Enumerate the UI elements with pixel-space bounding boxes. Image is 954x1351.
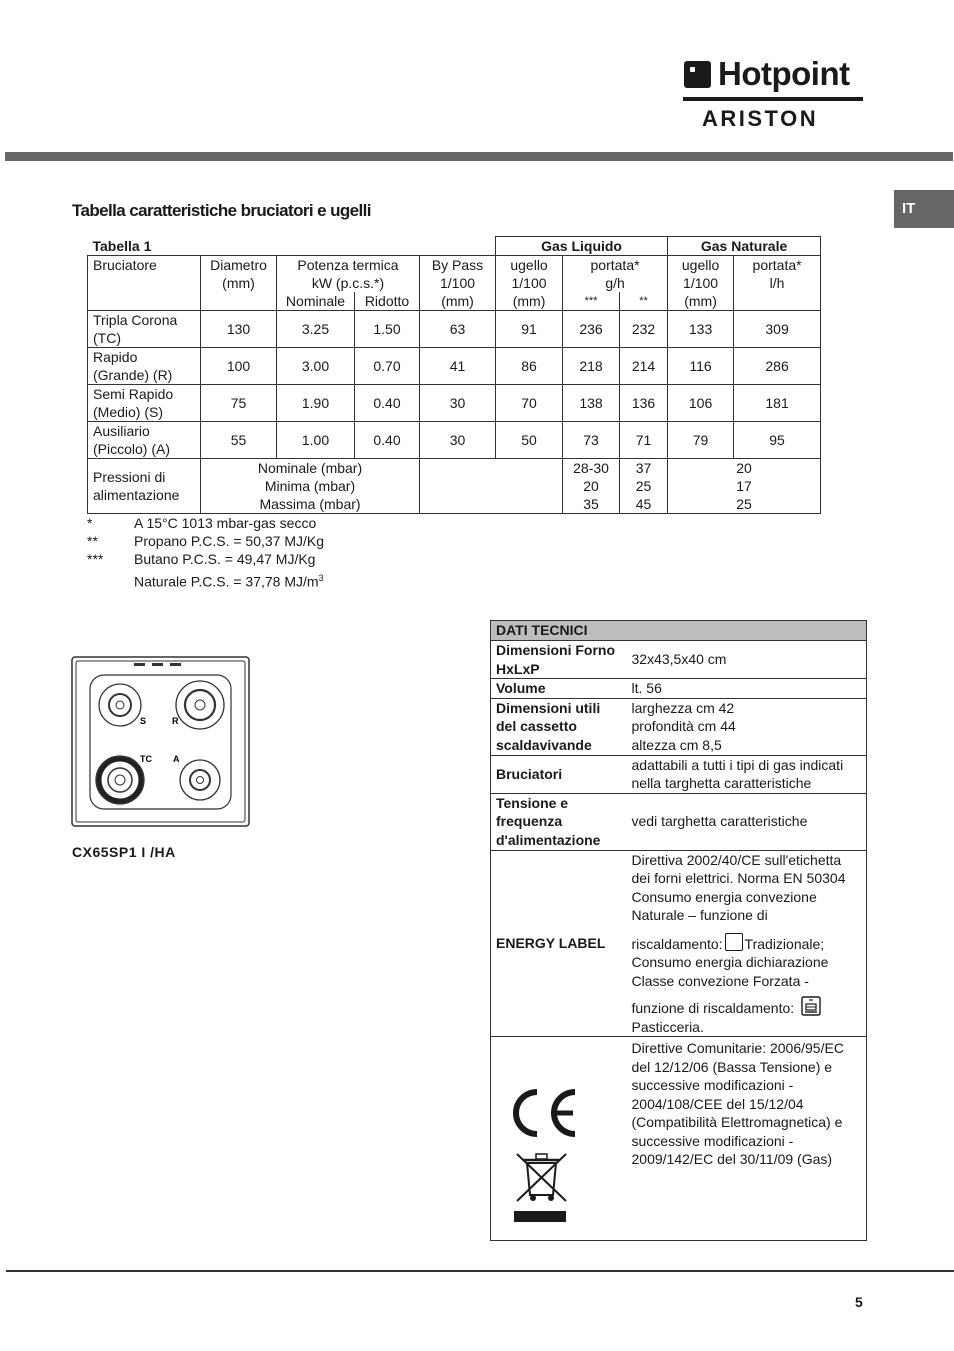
header-diametro: Diametro (mm) xyxy=(201,256,277,311)
table-row: Dimensioni Forno HxLxP 32x43,5x40 cm xyxy=(491,641,867,679)
traditional-heating-icon xyxy=(725,933,743,951)
header-bypass: By Pass 1/100 (mm) xyxy=(420,256,496,311)
header-portata-propano: ** xyxy=(620,292,668,311)
footer-rule xyxy=(6,1270,954,1272)
label-tc: TC xyxy=(140,754,152,764)
header-bar xyxy=(5,152,953,161)
ce-mark-icon xyxy=(509,1087,589,1227)
header-bruciatore: Bruciatore xyxy=(88,256,201,311)
brand-subname: ARISTON xyxy=(702,106,819,131)
table-row: Tensione e frequenza d'alimentazione vedi targhetta caratteristiche xyxy=(491,793,867,850)
control-knob-mark xyxy=(134,663,145,666)
footnote: *** Butano P.C.S. = 49,47 MJ/Kg xyxy=(87,551,316,567)
group-gas-liquido: Gas Liquido xyxy=(496,237,668,256)
header-portata: portata* g/h xyxy=(563,256,668,293)
table-row: Semi Rapido (Medio) (S) 75 1.90 0.40 30 70 138 136 106 181 xyxy=(88,385,821,422)
table-row: Rapido (Grande) (R) 100 3.00 0.70 41 86 218 214 116 286 xyxy=(88,348,821,385)
control-knob-mark xyxy=(152,663,163,666)
tech-data-table xyxy=(490,620,867,1241)
header-portata-butano: *** xyxy=(563,292,620,311)
pastry-function-icon xyxy=(801,996,821,1016)
logo-square-icon xyxy=(684,61,711,88)
brand-name: Hotpoint xyxy=(718,55,850,92)
table-row: Volume lt. 56 xyxy=(491,679,867,699)
label-a: A xyxy=(173,754,180,764)
header-ridotto: Ridotto xyxy=(355,292,420,311)
table-label: Tabella 1 xyxy=(88,237,496,256)
table-row: Bruciatori adattabili a tutti i tipi di gas indicati nella targhetta caratteristiche xyxy=(491,755,867,793)
label-s: S xyxy=(140,716,147,726)
header-ugello-gn: ugello 1/100 (mm) xyxy=(668,256,734,311)
logo-rule xyxy=(683,97,863,101)
footnote: Naturale P.C.S. = 37,78 $MJ/m^3$ xyxy=(134,573,324,590)
section-title: Tabella caratteristiche bruciatori e ugelli xyxy=(72,201,371,220)
burner-table xyxy=(87,236,821,514)
table-row: Ausiliario (Piccolo) (A) 55 1.00 0.40 30 50 73 71 79 95 xyxy=(88,422,821,459)
language-tab: IT xyxy=(894,190,954,228)
pressure-row: Pressioni di alimentazione Nominale (mbar) Minima (mbar) Massima (mbar) 28-30 20 35 37 25 45 20 17 25 xyxy=(88,459,821,514)
control-knob-mark xyxy=(170,663,181,666)
table-row: Dimensioni utili del cassetto scaldavivande larghezza cm 42 profondità cm 44 altezza cm 8,5 xyxy=(491,698,867,755)
tech-title: DATI TECNICI xyxy=(491,621,867,641)
header-portata-gn: portata* l/h xyxy=(734,256,821,311)
label-r: R xyxy=(172,716,179,726)
brand-logo xyxy=(682,56,864,132)
header-potenza: Potenza termica kW (p.c.s.*) xyxy=(277,256,420,293)
cooktop-diagram xyxy=(70,655,252,829)
energy-label-row: ENERGY LABEL Direttiva 2002/40/CE sull'etichetta dei forni elettrici. Norma EN 50304 Consumo energia convezione Naturale – funzione di riscaldamento: Tradizionale; Consumo energia dichiarazione Classe convezione Forzata - funzione di riscaldamento: Pasticceria. xyxy=(491,850,867,1037)
footnote: * A 15°C 1013 mbar-gas secco xyxy=(87,515,317,531)
footnote: ** Propano P.C.S. = 50,37 MJ/Kg xyxy=(87,533,325,549)
model-code: CX65SP1 I /HA xyxy=(72,844,176,860)
directives-row: Direttive Comunitarie: 2006/95/EC del 12/12/06 (Bassa Tensione) e successive modificazioni - 2004/108/CEE del 15/12/04 (Compatibilità Elettromagnetica) e successive modificazioni - 2009/142/EC del 30/11/09 (Gas) xyxy=(491,1037,867,1241)
header-nominale: Nominale xyxy=(277,292,355,311)
table-row: Tripla Corona (TC) 130 3.25 1.50 63 91 236 232 133 309 xyxy=(88,311,821,348)
group-gas-naturale: Gas Naturale xyxy=(668,237,821,256)
page-number: 5 xyxy=(855,1294,863,1310)
header-ugello: ugello 1/100 (mm) xyxy=(496,256,563,311)
weee-bin-icon xyxy=(514,1154,566,1222)
